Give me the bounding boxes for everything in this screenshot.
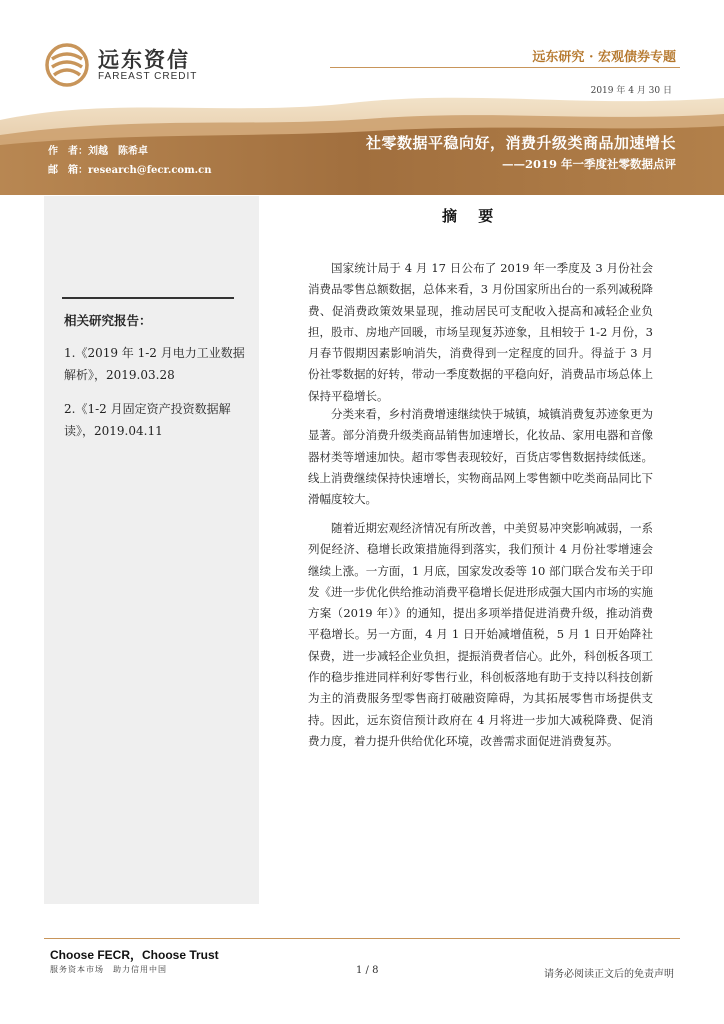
related-reports-heading: 相关研究报告： (64, 313, 152, 328)
logo-name-cn: 远东资信 (98, 47, 190, 72)
logo-text (98, 49, 197, 82)
disclaimer-note: 请务必阅读正文后的免责声明 (544, 969, 674, 980)
report-title: 社零数据平稳向好，消费升级类商品加速增长 (365, 134, 676, 152)
report-date: 2019 年 4 月 30 日 (590, 86, 672, 96)
report-subtitle: ——2019 年一季度社零数据点评 (501, 157, 676, 171)
logo-name-en: FAREAST CREDIT (98, 70, 198, 82)
abstract-paragraph: 国家统计局于 4 月 17 日公布了 2019 年一季度及 3 月份社会消费品零售总额数据，总体来看，3 月份国家所出台的一系列减税降费、促消费政策效果显现，推动居民可支配收入提高和减轻企业负担，股市、房地产回暖，市场呈现复苏迹象，且相较于 1-2 月份，3 月春节假期因素影响消失，消费得到一定程度的回升。得益于 3 月份社零数据的好转，带动一季度数据的平稳向好，消费品市场总体上保持平稳增长。 (308, 261, 653, 403)
author-info (48, 142, 212, 180)
related-report-item[interactable]: 2.《1-2 月固定资产投资数据解读》，2019.04.11 (64, 402, 231, 438)
company-logo (44, 42, 197, 88)
report-series: 远东研究 · 宏观债券专题 (532, 50, 676, 65)
footer-divider (44, 938, 680, 939)
header-divider (330, 67, 680, 68)
sidebar-divider (62, 297, 234, 299)
abstract-heading: 摘 要 (442, 207, 502, 225)
logo-swirl-icon (44, 42, 90, 88)
footer-brand-slogan: Choose FECR，Choose Trust (50, 948, 219, 962)
footer-tagline: 服务资本市场 助力信用中国 (50, 965, 167, 974)
abstract-paragraph: 随着近期宏观经济情况有所改善，中美贸易冲突影响减弱，一系列促经济、稳增长政策措施得到落实，我们预计 4 月份社零增速会继续上涨。一方面，1 月底，国家发改委等 10 部门联合发布关于印发《进一步优化供给推动消费平稳增长促进形成强大国内市场的实施方案（2019 年）》的通知，提出多项举措促进消费升级，推动消费平稳增长。另一方面，4 月 1 日开始减增值税，5 月 1 日开始降社保费，进一步减轻企业负担，提振消费者信心。此外，科创板各项工作的稳步推进同样利好零售行业，科创板落地有助于支持以科技创新为主的消费服务型零售商打破融资障碍，为其拓展零售市场提供支持。因此，远东资信预计政府在 4 月将进一步加大减税降费、促消费力度，着力提升供给优化环境，改善需求面促进消费复苏。 (308, 521, 653, 748)
email-line[interactable]: 邮 箱：research@fecr.com.cn (48, 165, 212, 176)
page-number: 1 / 8 (356, 965, 379, 976)
abstract-paragraph: 分类来看，乡村消费增速继续快于城镇，城镇消费复苏迹象更为显著。部分消费升级类商品销售加速增长，化妆品、家用电器和音像器材类等增速加快。超市零售表现较好，百货店零售数据持续低迷。线上消费继续保持快速增长，实物商品网上零售额中吃类商品同比下滑幅度较大。 (308, 407, 653, 507)
related-reports-sidebar (44, 196, 259, 904)
report-title-block (366, 131, 676, 173)
authors-line: 作 者：刘越 陈希卓 (48, 146, 148, 157)
related-report-item[interactable]: 1.《2019 年 1-2 月电力工业数据解析》，2019.03.28 (64, 346, 245, 382)
